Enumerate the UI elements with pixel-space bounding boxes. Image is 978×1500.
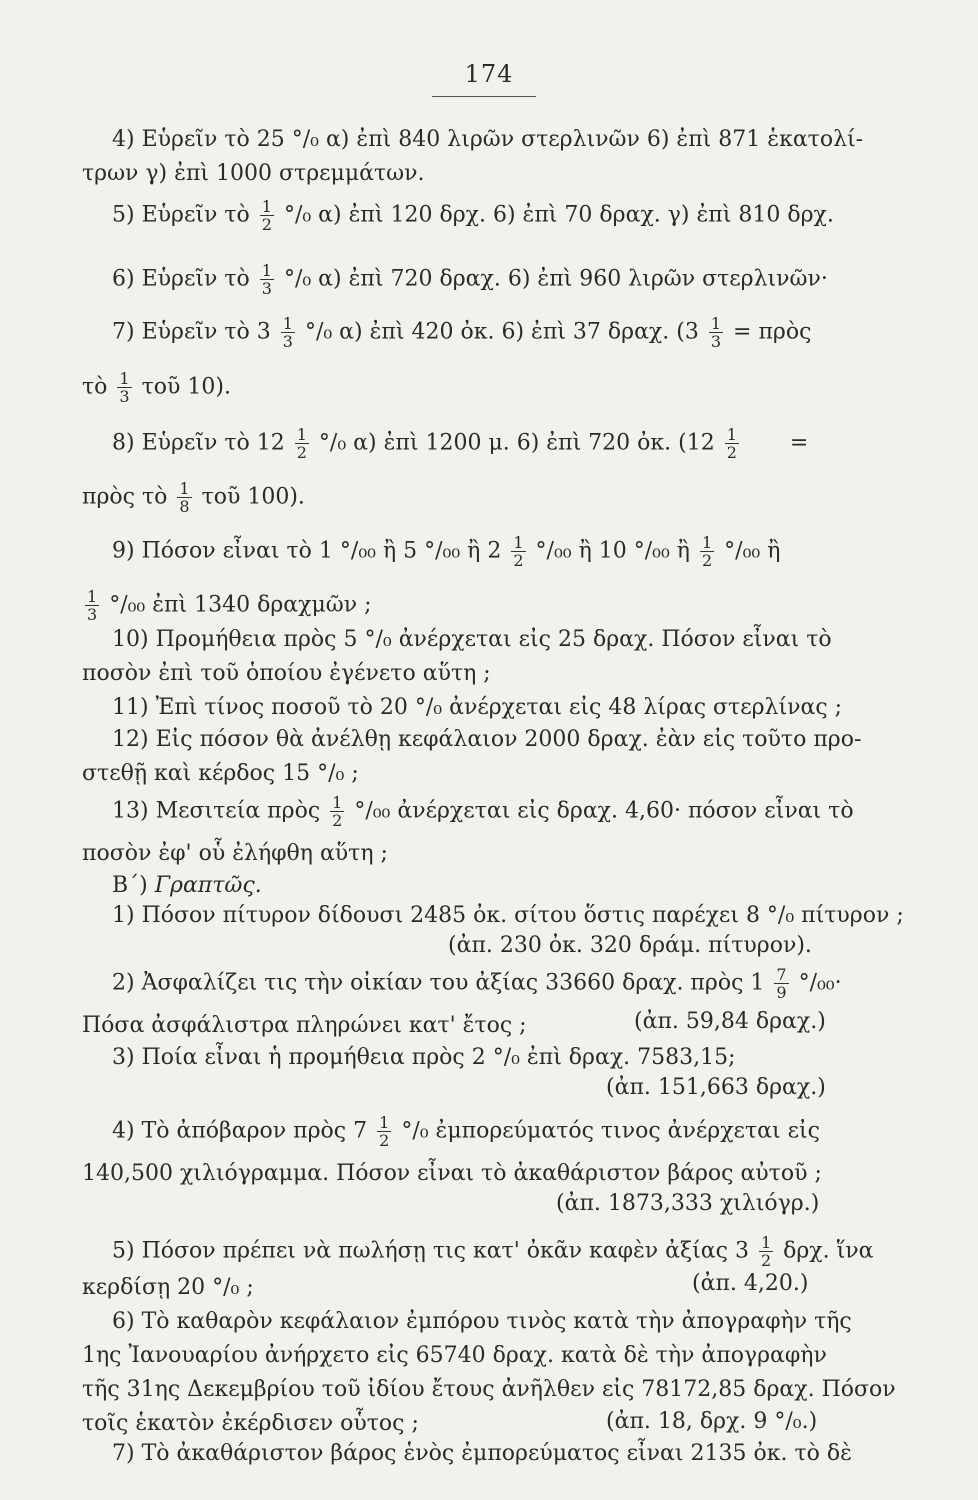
- written-problem-2: 2) Ἀσφαλίζει τις τὴν οἰκίαν του ἀξίας 33660 δραχ. πρὸς 1 $\frac{7}{9}$ °/₀₀·: [112, 965, 842, 1002]
- problem-12-cont: στεθῇ καὶ κέρδος 15 °/₀ ;: [82, 761, 359, 786]
- problem-11: 11) Ἐπὶ τίνος ποσοῦ τὸ 20 °/₀ ἀνέρχεται εἰς 48 λίρας στερλίνας ;: [112, 695, 843, 720]
- problem-9-cont: $\frac{1}{3}$ °/₀₀ ἐπὶ 1340 δραχμῶν ;: [87, 587, 372, 624]
- fraction: $\frac{1}{3}$: [87, 587, 98, 624]
- answer-1: (ἀπ. 230 ὀκ. 320 δράμ. πίτυρον).: [448, 933, 812, 958]
- written-problem-3: 3) Ποία εἶναι ἡ προμήθεια πρὸς 2 °/₀ ἐπὶ δραχ. 7583,15;: [112, 1045, 736, 1070]
- problem-8-cont: πρὸς τὸ $\frac{1}{8}$ τοῦ 100).: [82, 479, 305, 516]
- fraction: $\frac{1}{2}$: [296, 425, 307, 462]
- written-problem-2-cont: Πόσα ἀσφάλιστρα πληρώνει κατ' ἔτος ;: [82, 1013, 527, 1038]
- answer-2: (ἀπ. 59,84 δραχ.): [634, 1009, 826, 1034]
- problem-9: 9) Πόσον εἶναι τὸ 1 °/₀₀ ἢ 5 °/₀₀ ἢ 2 $\frac{1}{2}$ °/₀₀ ἢ 10 °/₀₀ ἢ $\frac{1}{2}$ °/₀₀ ἢ: [112, 533, 781, 570]
- problem-7-cont: τὸ $\frac{1}{3}$ τοῦ 10).: [82, 369, 231, 406]
- problem-4: 4) Εὑρεῖν τὸ 25 °/₀ α) ἐπὶ 840 λιρῶν στερλινῶν 6) ἐπὶ 871 ἑκατολί-: [112, 127, 864, 152]
- fraction: $\frac{1}{2}$: [760, 1233, 772, 1270]
- problem-12: 12) Εἰς πόσον θὰ ἀνέλθῃ κεφάλαιον 2000 δραχ. ἐὰν εἰς τοῦτο προ-: [112, 727, 862, 752]
- written-problem-6-line2: 1ης Ἰανουαρίου ἀνήρχετο εἰς 65740 δραχ. κατὰ δὲ τὴν ἀπογραφὴν: [82, 1343, 827, 1368]
- written-problem-5-cont: κερδίσῃ 20 °/₀ ;: [82, 1275, 254, 1300]
- problem-7: 7) Εὑρεῖν τὸ 3 $\frac{1}{3}$ °/₀ α) ἐπὶ 420 ὀκ. 6) ἐπὶ 37 δραχ. (3 $\frac{1}{3}$ = πρὸς: [112, 314, 812, 351]
- problem-8: 8) Εὑρεῖν τὸ 12 $\frac{1}{2}$ °/₀ α) ἐπὶ 1200 μ. 6) ἐπὶ 720 ὀκ. (12 $\frac{1}{2}$ =: [112, 425, 809, 462]
- fraction: $\frac{7}{9}$: [776, 965, 787, 1002]
- written-problem-4: 4) Τὸ ἀπόβαρον πρὸς 7 $\frac{1}{2}$ °/₀ ἐμπορεύματός τινος ἀνέρχεται εἰς: [112, 1113, 820, 1150]
- answer-6: (ἀπ. 18, δρχ. 9 °/₀.): [606, 1409, 818, 1434]
- problem-6: 6) Εὑρεῖν τὸ $\frac{1}{3}$ °/₀ α) ἐπὶ 720 δραχ. 6) ἐπὶ 960 λιρῶν στερλινῶν·: [112, 261, 828, 298]
- written-problem-5: 5) Πόσον πρέπει νὰ πωλήσῃ τις κατ' ὀκᾶν καφὲν ἀξίας 3 $\frac{1}{2}$ δρχ. ἵνα: [112, 1233, 874, 1270]
- written-problem-4-cont: 140,500 χιλιόγραμμα. Πόσον εἶναι τὸ ἀκαθάριστον βάρος αὐτοῦ ;: [82, 1161, 822, 1186]
- fraction: $\frac{1}{8}$: [179, 479, 190, 516]
- problem-10-cont: ποσὸν ἐπὶ τοῦ ὁποίου ἐγένετο αὕτη ;: [82, 661, 491, 686]
- fraction: $\frac{1}{2}$: [261, 197, 272, 234]
- fraction: $\frac{1}{2}$: [513, 533, 524, 570]
- fraction: $\frac{1}{2}$: [332, 793, 343, 830]
- problem-13: 13) Μεσιτεία πρὸς $\frac{1}{2}$ °/₀₀ ἀνέρχεται εἰς δραχ. 4,60· πόσον εἶναι τὸ: [112, 793, 854, 830]
- fraction: $\frac{1}{3}$: [710, 314, 722, 351]
- fraction: $\frac{1}{3}$: [282, 314, 293, 351]
- answer-3: (ἀπ. 151,663 δραχ.): [606, 1075, 826, 1100]
- answer-5: (ἀπ. 4,20.): [692, 1271, 809, 1296]
- fraction: $\frac{1}{3}$: [261, 261, 272, 298]
- fraction: $\frac{1}{3}$: [119, 369, 130, 406]
- written-problem-6-line3: τῆς 31ης Δεκεμβρίου τοῦ ἰδίου ἔτους ἀνῆλθεν εἰς 78172,85 δραχ. Πόσον: [82, 1377, 896, 1402]
- written-problem-6-line4: τοῖς ἑκατὸν ἐκέρδισεν οὗτος ;: [82, 1411, 419, 1436]
- fraction: $\frac{1}{2}$: [726, 425, 737, 462]
- fraction: $\frac{1}{2}$: [379, 1113, 390, 1150]
- page-number-rule: [432, 96, 536, 97]
- written-problem-1: 1) Πόσον πίτυρον δίδουσι 2485 ὀκ. σίτου ὅστις παρέχει 8 °/₀ πίτυρον ;: [112, 903, 904, 928]
- section-heading: Β΄) Γραπτῶς.: [112, 873, 262, 898]
- problem-13-cont: ποσὸν ἐφ' οὗ ἐλήφθη αὕτη ;: [82, 841, 388, 866]
- page-number: 174: [464, 60, 514, 88]
- problem-5: 5) Εὑρεῖν τὸ $\frac{1}{2}$ °/₀ α) ἐπὶ 120 δρχ. 6) ἐπὶ 70 δραχ. γ) ἐπὶ 810 δρχ.: [112, 197, 834, 234]
- fraction: $\frac{1}{2}$: [701, 533, 713, 570]
- written-problem-6: 6) Τὸ καθαρὸν κεφάλαιον ἐμπόρου τινὸς κατὰ τὴν ἀπογραφὴν τῆς: [112, 1309, 852, 1334]
- problem-10: 10) Προμήθεια πρὸς 5 °/₀ ἀνέρχεται εἰς 25 δραχ. Πόσον εἶναι τὸ: [112, 627, 832, 652]
- problem-4-cont: τρων γ) ἐπὶ 1000 στρεμμάτων.: [82, 161, 425, 186]
- answer-4: (ἀπ. 1873,333 χιλιόγρ.): [556, 1191, 820, 1216]
- written-problem-7: 7) Τὸ ἀκαθάριστον βάρος ἑνὸς ἐμπορεύματος εἶναι 2135 ὀκ. τὸ δὲ: [112, 1441, 852, 1466]
